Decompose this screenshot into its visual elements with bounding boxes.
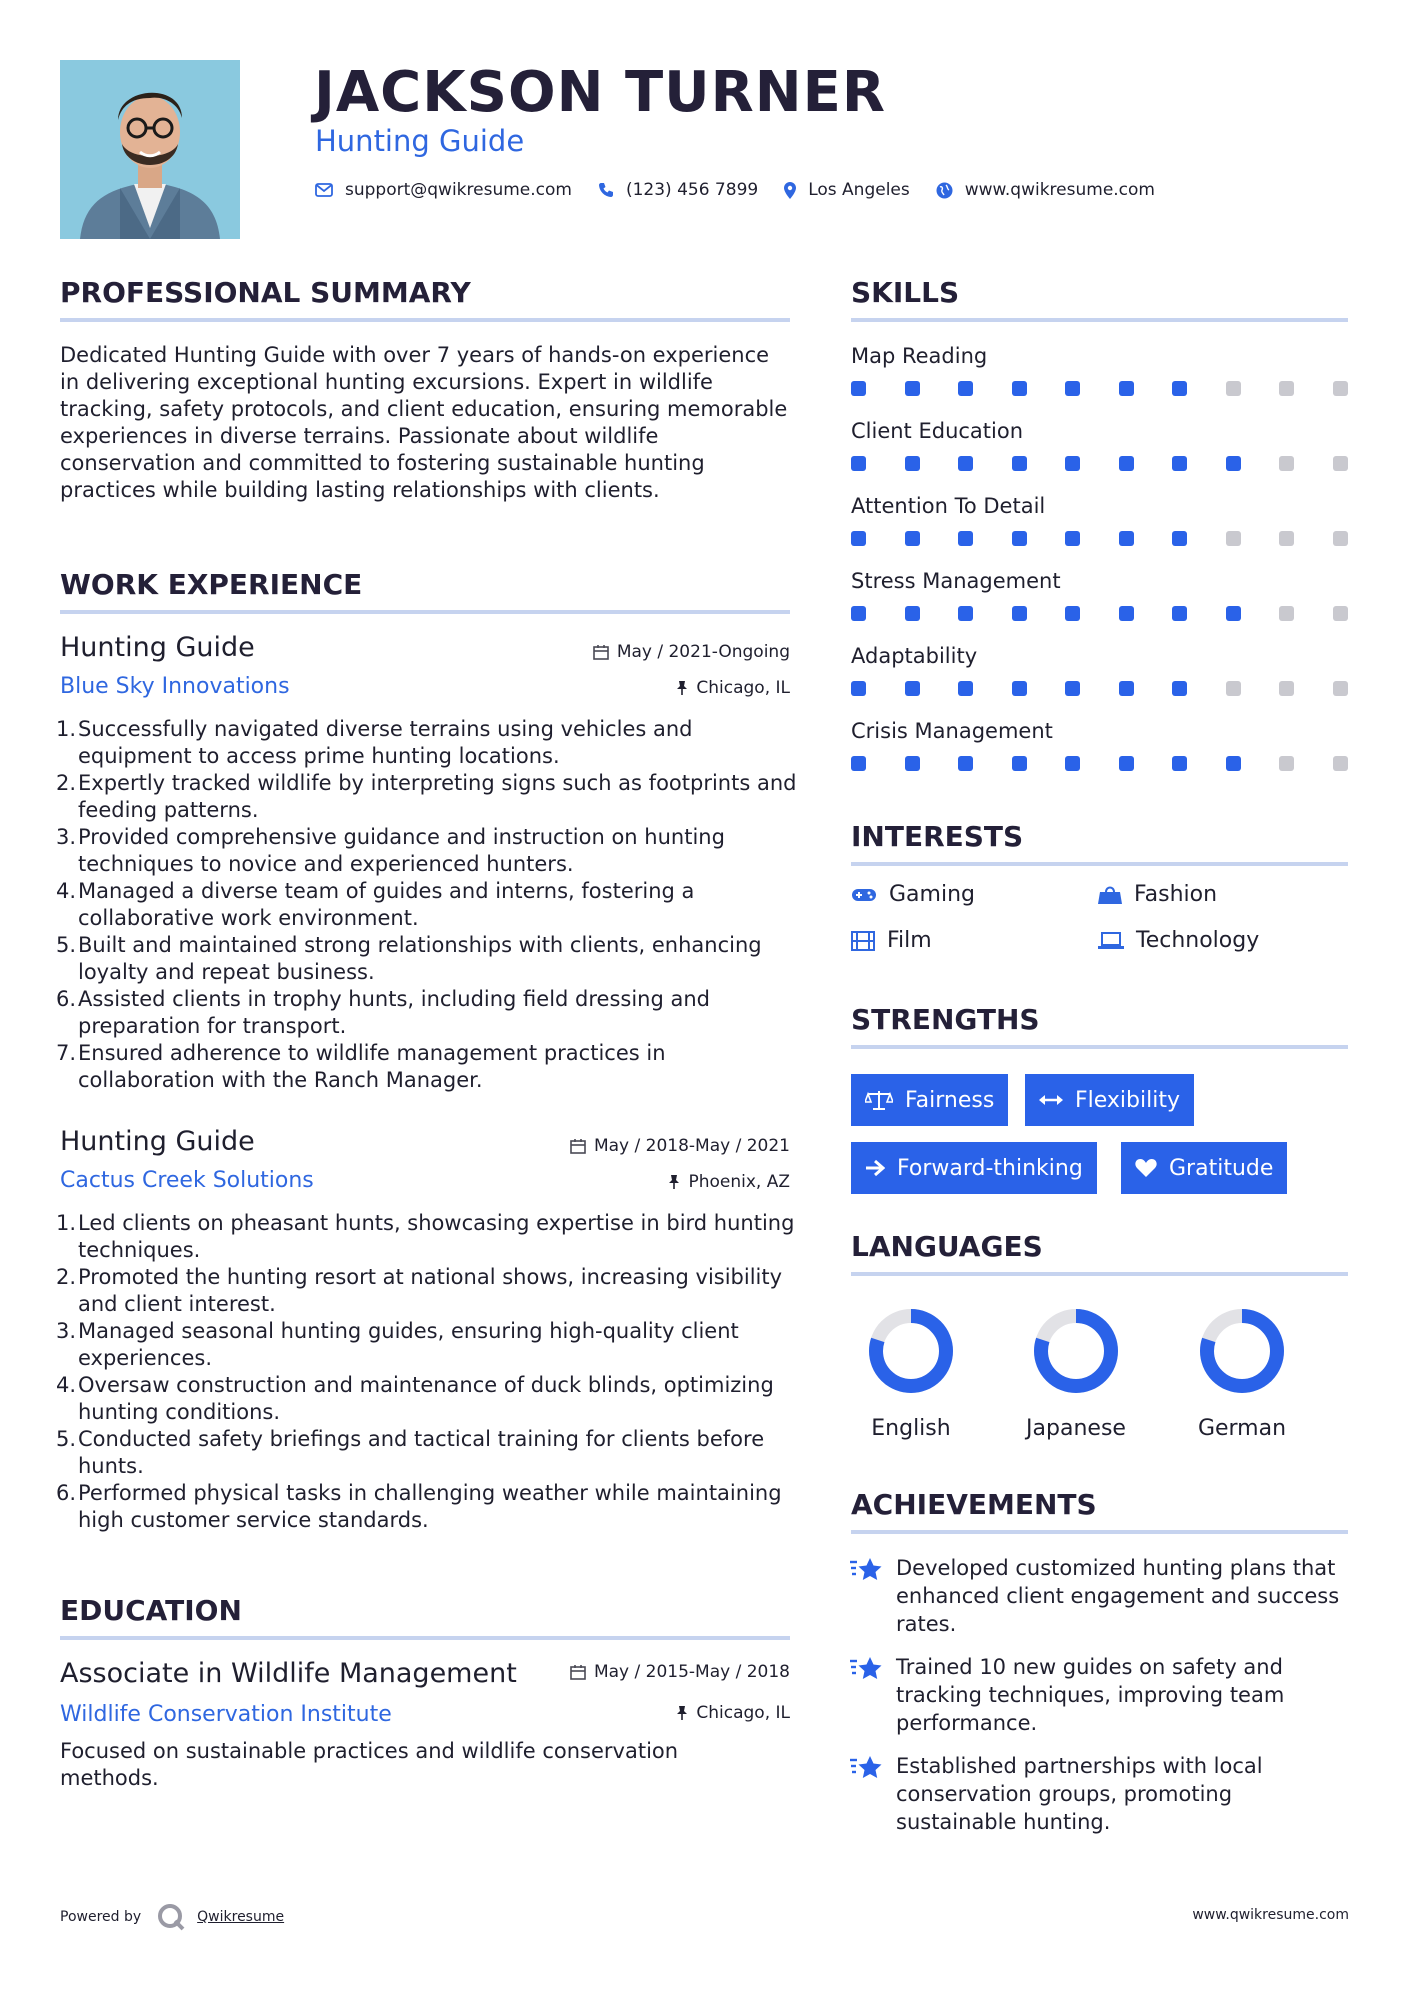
strengths-heading: STRENGTHS: [851, 1003, 1040, 1036]
interest-gaming: [851, 882, 975, 907]
list-item: 2. Promoted the hunting resort at national shows, increasing visibility and client interest.: [56, 1265, 783, 1316]
pushpin-icon: [676, 1705, 688, 1721]
skill-dot-filled: [1172, 606, 1187, 621]
skill-dot-filled: [1012, 681, 1027, 696]
list-item: 6. Performed physical tasks in challenging weather while maintaining high customer service standards.: [56, 1481, 782, 1532]
skill-dot-filled: [1119, 606, 1134, 621]
skill-name: Crisis Management: [851, 719, 1053, 743]
skill-dot-filled: [958, 531, 973, 546]
job-dates: [593, 642, 790, 662]
achievement-item: [850, 1752, 1350, 1836]
education-divider: [60, 1636, 790, 1640]
website-link[interactable]: www.qwikresume.com: [964, 180, 1155, 200]
skill-dot-filled: [1012, 606, 1027, 621]
skill-dot-filled: [1065, 681, 1080, 696]
footer-website[interactable]: www.qwikresume.com: [1192, 1907, 1349, 1923]
language-name: Japanese: [1026, 1416, 1126, 1441]
job-location: [668, 1172, 790, 1192]
star-icon: [850, 1653, 896, 1737]
degree-title: Associate in Wildlife Management: [60, 1658, 517, 1689]
education-description: Focused on sustainable practices and wildlife conservation methods.: [60, 1739, 679, 1790]
skill-name: Stress Management: [851, 569, 1061, 593]
powered-by-text: Powered by: [60, 1909, 142, 1925]
calendar-icon: [593, 644, 609, 660]
interest-technology: [1098, 928, 1259, 953]
interests-heading: INTERESTS: [851, 820, 1024, 853]
skill-dot-filled: [851, 756, 866, 771]
skill-dot-empty: [1279, 381, 1294, 396]
job-title: Hunting Guide: [60, 632, 255, 663]
skill-dot-empty: [1226, 531, 1241, 546]
list-item: 5. Conducted safety briefings and tactical training for clients before hunts.: [56, 1427, 765, 1478]
job-location-text: Phoenix, AZ: [688, 1172, 790, 1192]
skill-dot-filled: [1172, 381, 1187, 396]
list-item: 6. Assisted clients in trophy hunts, including field dressing and preparation for transport.: [56, 987, 711, 1038]
skill-dot-filled: [905, 531, 920, 546]
education-location-text: Chicago, IL: [696, 1703, 790, 1723]
list-item: 4. Managed a diverse team of guides and interns, fostering a collaborative work environment.: [56, 879, 695, 930]
interest-label: Gaming: [889, 882, 975, 907]
interests-divider: [851, 862, 1348, 866]
balance-scale-icon: [865, 1089, 893, 1111]
job-location-text: Chicago, IL: [696, 678, 790, 698]
phone-number[interactable]: (123) 456 7899: [625, 180, 759, 200]
skill-dot-filled: [851, 531, 866, 546]
strength-label: Gratitude: [1169, 1155, 1274, 1181]
skill-dot-empty: [1279, 681, 1294, 696]
skill-dot-filled: [1012, 531, 1027, 546]
skill-dot-filled: [1065, 456, 1080, 471]
education-dates: [570, 1662, 790, 1682]
language-name: English: [871, 1416, 951, 1441]
school-name: Wildlife Conservation Institute: [60, 1702, 392, 1727]
strength-chip-flexibility: [1025, 1074, 1194, 1126]
achievement-item: [850, 1554, 1350, 1638]
skill-dot-empty: [1333, 381, 1348, 396]
calendar-icon: [570, 1138, 586, 1154]
calendar-icon: [570, 1664, 586, 1680]
envelope-icon: [315, 183, 333, 197]
email-link[interactable]: support@qwikresume.com: [345, 180, 572, 200]
language-name: German: [1197, 1416, 1287, 1441]
job-dates-text: May / 2021-Ongoing: [616, 642, 790, 662]
summary-heading: PROFESSIONAL SUMMARY: [60, 276, 471, 309]
arrow-right-icon: [865, 1159, 885, 1177]
language-ring: [866, 1306, 956, 1396]
skill-dot-filled: [851, 456, 866, 471]
star-icon: [850, 1554, 896, 1638]
gamepad-icon: [851, 887, 877, 903]
skill-dot-filled: [851, 681, 866, 696]
skill-dot-filled: [1065, 381, 1080, 396]
education-heading: EDUCATION: [60, 1594, 242, 1627]
job-bullets: [56, 1210, 800, 1534]
job-title: Hunting Guide: [60, 1126, 255, 1157]
achievements-divider: [851, 1530, 1348, 1534]
film-icon: [851, 931, 875, 951]
qwikresume-logo-icon: [157, 1903, 185, 1931]
skill-dot-filled: [905, 456, 920, 471]
skill-dot-filled: [1172, 681, 1187, 696]
skill-dot-filled: [905, 681, 920, 696]
summary-divider: [60, 318, 790, 322]
contact-bar: [315, 180, 1181, 200]
skill-dot-empty: [1226, 681, 1241, 696]
skill-name: Adaptability: [851, 644, 978, 668]
job-company: Blue Sky Innovations: [60, 674, 290, 699]
pushpin-icon: [668, 1174, 680, 1190]
skill-dot-filled: [1119, 381, 1134, 396]
skill-dot-filled: [1065, 531, 1080, 546]
skill-dot-empty: [1279, 756, 1294, 771]
skill-dot-filled: [1226, 756, 1241, 771]
strength-label: Flexibility: [1075, 1087, 1180, 1113]
candidate-role: Hunting Guide: [315, 124, 525, 158]
list-item: 3. Provided comprehensive guidance and instruction on hunting techniques to novice and experienced hunters.: [56, 825, 725, 876]
brand-link[interactable]: Qwikresume: [197, 1909, 285, 1925]
achievement-text: Developed customized hunting plans that enhanced client engagement and success rates.: [896, 1556, 1340, 1636]
skill-dot-filled: [1012, 756, 1027, 771]
strength-chip-fairness: [851, 1074, 1008, 1126]
language-ring: [1031, 1306, 1121, 1396]
achievement-item: [850, 1653, 1350, 1737]
list-item: 3. Managed seasonal hunting guides, ensuring high-quality client experiences.: [56, 1319, 739, 1370]
footer-powered-by: [60, 1903, 284, 1931]
skills-heading: SKILLS: [851, 276, 960, 309]
arrows-horizontal-icon: [1039, 1093, 1063, 1107]
skill-dot-empty: [1333, 606, 1348, 621]
skill-dot-filled: [1119, 531, 1134, 546]
skill-dot-empty: [1226, 381, 1241, 396]
pushpin-icon: [676, 680, 688, 696]
strength-chip-forward-thinking: [851, 1142, 1097, 1194]
job-company: Cactus Creek Solutions: [60, 1168, 314, 1193]
job-bullets: [56, 716, 800, 1094]
skill-dot-filled: [1226, 606, 1241, 621]
skill-dot-empty: [1279, 606, 1294, 621]
language-item: [1006, 1306, 1146, 1441]
skill-name: Map Reading: [851, 344, 988, 368]
languages-heading: LANGUAGES: [851, 1230, 1043, 1263]
skill-dot-empty: [1333, 456, 1348, 471]
job-location: [676, 678, 790, 698]
list-item: 4. Oversaw construction and maintenance of duck blinds, optimizing hunting conditions.: [56, 1373, 774, 1424]
skill-name: Attention To Detail: [851, 494, 1046, 518]
location-text: Los Angeles: [808, 180, 910, 200]
skill-dot-filled: [958, 681, 973, 696]
strength-label: Forward-thinking: [897, 1155, 1083, 1181]
language-ring: [1197, 1306, 1287, 1396]
skill-dot-filled: [851, 381, 866, 396]
language-item: [1172, 1306, 1312, 1441]
skill-dot-filled: [958, 456, 973, 471]
language-item: [841, 1306, 981, 1441]
skill-dot-filled: [1226, 456, 1241, 471]
list-item: 5. Built and maintained strong relationships with clients, enhancing loyalty and repeat business.: [56, 933, 762, 984]
laptop-icon: [1098, 932, 1124, 950]
skill-dot-empty: [1279, 531, 1294, 546]
job-dates-text: May / 2018-May / 2021: [593, 1136, 790, 1156]
skills-divider: [851, 318, 1348, 322]
list-item: 1. Led clients on pheasant hunts, showcasing expertise in bird hunting techniques.: [56, 1211, 795, 1262]
interest-label: Fashion: [1134, 882, 1218, 907]
skill-dot-filled: [1012, 381, 1027, 396]
map-pin-icon: [784, 182, 796, 199]
list-item: 2. Expertly tracked wildlife by interpreting signs such as footprints and feeding patterns.: [56, 771, 797, 822]
star-icon: [850, 1752, 896, 1836]
heart-icon: [1135, 1158, 1157, 1178]
skill-dot-filled: [1172, 756, 1187, 771]
education-dates-text: May / 2015-May / 2018: [593, 1662, 790, 1682]
skill-dot-filled: [1172, 456, 1187, 471]
phone-icon: [598, 182, 614, 198]
skill-dot-empty: [1333, 756, 1348, 771]
skill-dot-filled: [1119, 681, 1134, 696]
interest-label: Film: [887, 928, 932, 953]
skill-dot-filled: [1119, 756, 1134, 771]
skill-dot-filled: [958, 756, 973, 771]
interest-film: [851, 928, 932, 953]
skill-dot-empty: [1279, 456, 1294, 471]
list-item: 1. Successfully navigated diverse terrains using vehicles and equipment to access prime hunting locations.: [56, 717, 693, 768]
achievement-text: Trained 10 new guides on safety and tracking techniques, improving team performance.: [896, 1655, 1285, 1735]
interest-fashion: [1098, 882, 1217, 907]
skill-dot-filled: [958, 381, 973, 396]
strength-label: Fairness: [905, 1087, 995, 1113]
skill-dot-filled: [1012, 456, 1027, 471]
experience-heading: WORK EXPERIENCE: [60, 568, 363, 601]
profile-photo: [60, 60, 240, 239]
list-item: 7. Ensured adherence to wildlife management practices in collaboration with the Ranch Manager.: [56, 1041, 666, 1092]
globe-icon: [936, 182, 953, 199]
skill-dot-filled: [905, 606, 920, 621]
strengths-divider: [851, 1045, 1348, 1049]
experience-divider: [60, 610, 790, 614]
shopping-bag-icon: [1098, 885, 1122, 905]
skill-dot-filled: [1065, 606, 1080, 621]
summary-text: Dedicated Hunting Guide with over 7 years of hands-on experience in delivering exceptional hunting excursions. Expert in wildlife tracking, safety protocols, and client education, ensuring memorable experiences in diverse terrains. Passionate about wildlife conservation and committed to fostering sustainable hunting practices while building lasting relationships with clients.: [60, 343, 788, 502]
skill-name: Client Education: [851, 419, 1024, 443]
education-location: [676, 1703, 790, 1723]
strength-chip-gratitude: [1121, 1142, 1287, 1194]
skill-dot-filled: [905, 756, 920, 771]
skill-dot-filled: [1065, 756, 1080, 771]
skill-dot-empty: [1333, 681, 1348, 696]
skill-dot-empty: [1333, 531, 1348, 546]
achievement-text: Established partnerships with local conservation groups, promoting sustainable hunting.: [896, 1754, 1263, 1834]
achievements-heading: ACHIEVEMENTS: [851, 1488, 1097, 1521]
job-dates: [570, 1136, 790, 1156]
candidate-name: JACKSON TURNER: [314, 60, 887, 125]
skill-dot-filled: [958, 606, 973, 621]
languages-divider: [851, 1272, 1348, 1276]
skill-dot-filled: [905, 381, 920, 396]
interest-label: Technology: [1136, 928, 1260, 953]
skill-dot-filled: [851, 606, 866, 621]
skill-dot-filled: [1119, 456, 1134, 471]
skill-dot-filled: [1172, 531, 1187, 546]
